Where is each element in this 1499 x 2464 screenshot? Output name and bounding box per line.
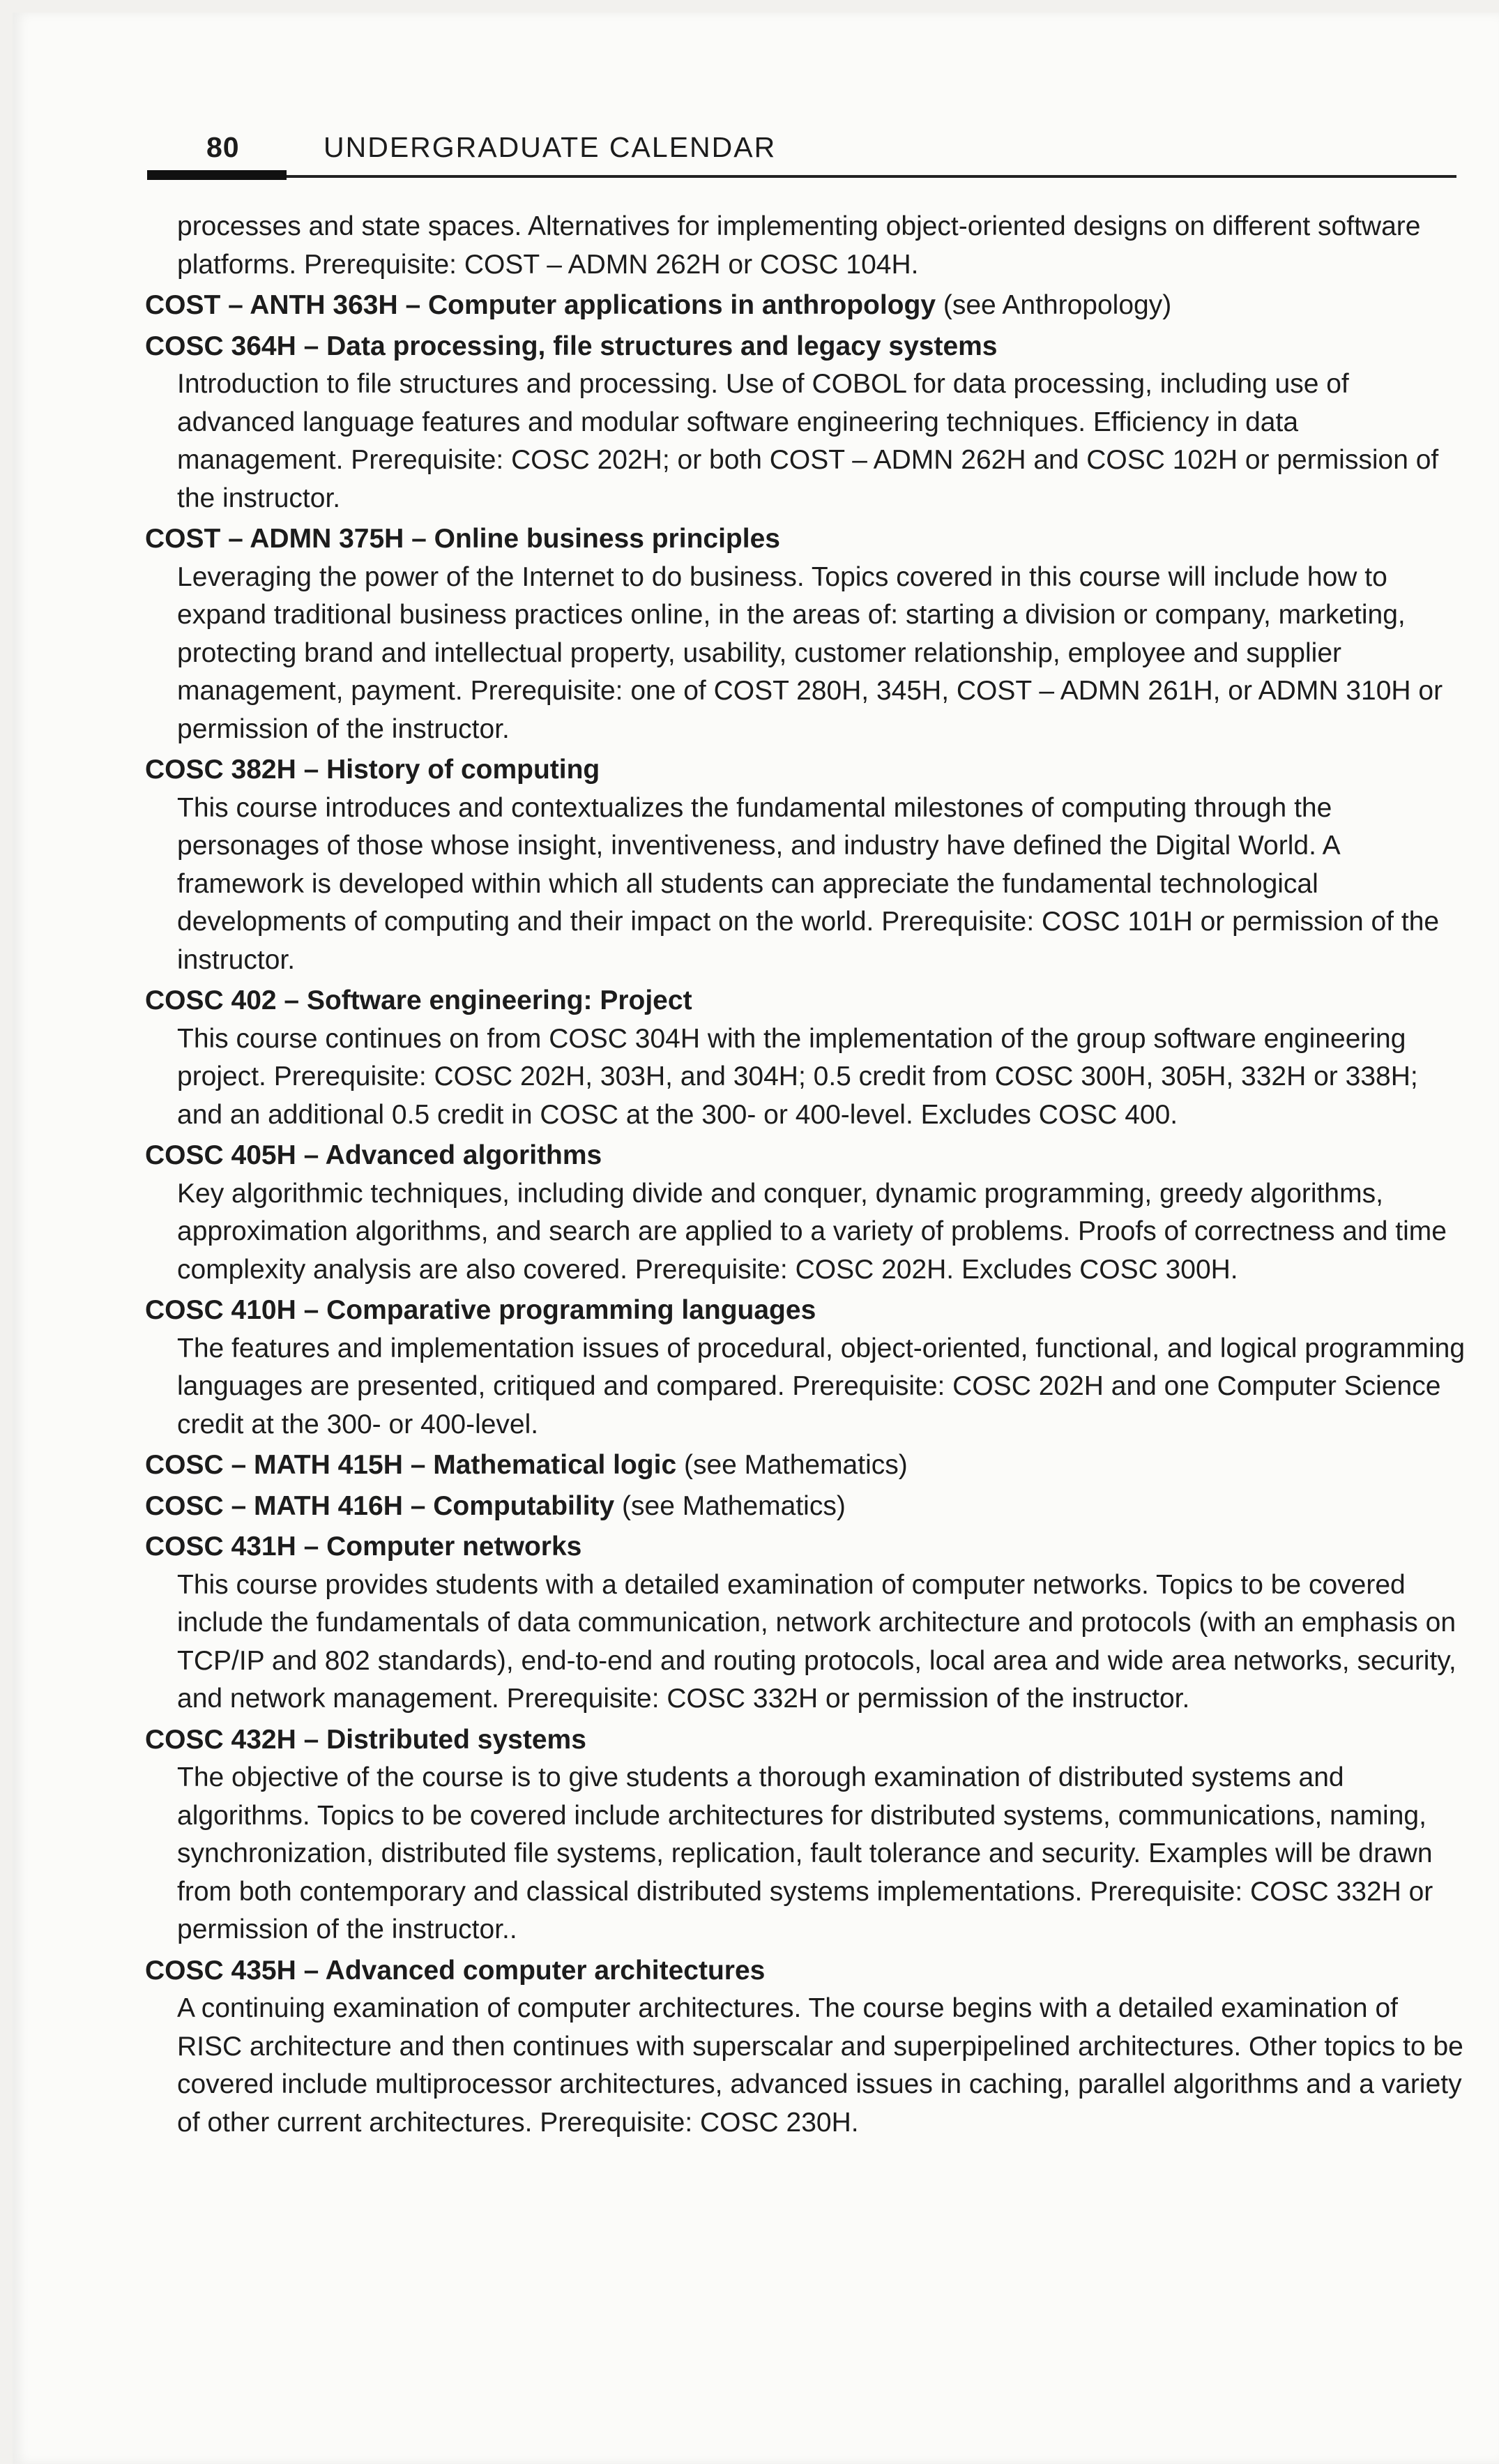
course-title: COSC 431H – Computer networks [145,1532,582,1562]
course-listing [145,208,1470,2142]
course-title-text: COSC – MATH 415H – Mathematical logic [145,1450,677,1480]
course-entry [145,982,1470,1134]
course-entry [145,1488,1470,1526]
course-entry [145,1446,1470,1485]
course-description: This course provides students with a detailed examination of computer networks. Topics to be covered include the fundamentals of data communication, network architecture and protocols (with an emphasis on TCP/IP and 802 standards), end-to-end and routing protocols, local area and wide area networks, security, and network management. Prerequisite: COSC 332H or permission of the instructor. [177,1569,1456,1714]
cross-reference: (see Mathematics) [676,1450,908,1480]
page-number: 80 [206,131,240,163]
course-description: This course continues on from COSC 304H with the implementation of the group software engineering project. Prerequisite: COSC 202H, 303H, and 304H; 0.5 credit from COSC 300H, 305H, 332H or 338H; and an additional 0.5 credit in COSC at the 300- or 400-level. Excludes COSC 400. [177,1023,1418,1130]
calendar-page [13,13,1499,2464]
course-title: COSC 405H – Advanced algorithms [145,1140,602,1170]
course-title: COSC 382H – History of computing [145,755,600,785]
course-entry [145,751,1470,979]
course-title-text: COST – ANTH 363H – Computer applications in anthropology [145,290,936,320]
course-title: COSC 410H – Comparative programming languages [145,1295,816,1325]
course-title [145,287,1470,325]
course-description: The features and implementation issues of procedural, object-oriented, functional, and logical programming languages are presented, critiqued and compared. Prerequisite: COSC 202H and one Computer Science credit at the 300- or 400-level. [177,1333,1466,1439]
course-description: This course introduces and contextualizes the fundamental milestones of computing through the personages of those whose insight, inventiveness, and industry have defined the Digital World. A framework is developed within which all students can appreciate the fundamental technological developments of computing and their impact on the world. Prerequisite: COSC 101H or permission of the instructor. [177,792,1440,975]
course-entry [145,328,1470,518]
course-entry [145,287,1470,325]
running-head: UNDERGRADUATE CALENDAR [324,131,777,163]
page-header [147,131,1456,180]
course-entry [145,1528,1470,1718]
course-description: Key algorithmic techniques, including divide and conquer, dynamic programming, greedy algorithms, approximation algorithms, and search are applied to a variety of problems. Proofs of correctness and time complexity analysis are also covered. Prerequisite: COSC 202H. Excludes COSC 300H. [177,1178,1447,1285]
course-description: A continuing examination of computer architectures. The course begins with a detailed examination of RISC architecture and then continues with superscalar and superpipelined architectures. Other topics to be covered include multiprocessor architectures, advanced issues in caching, parallel algorithms and a variety of other current architectures. Prerequisite: COSC 230H. [177,1993,1463,2138]
course-title: COSC 435H – Advanced computer architectures [145,1955,766,1986]
course-title [145,1488,1470,1526]
course-entry [145,1137,1470,1289]
header-rule-thick [147,170,287,180]
cross-reference: (see Mathematics) [614,1490,846,1521]
course-title-text: COSC – MATH 416H – Computability [145,1490,615,1521]
header-rule-thin [287,175,1456,178]
cross-reference: (see Anthropology) [936,290,1172,320]
course-title: COSC 432H – Distributed systems [145,1724,586,1755]
course-title: COSC 364H – Data processing, file structures and legacy systems [145,331,998,361]
course-title [145,1446,1470,1485]
course-title: COST – ADMN 375H – Online business principles [145,524,780,554]
course-entry [145,520,1470,748]
continued-paragraph: processes and state spaces. Alternatives for implementing object-oriented designs on different software platforms. Prerequisite: COST – ADMN 262H or COSC 104H. [177,211,1421,280]
course-description: Introduction to file structures and processing. Use of COBOL for data processing, including use of advanced language features and modular software engineering techniques. Efficiency in data management. Prerequisite: COSC 202H; or both COST – ADMN 262H and COSC 102H or permission of the instructor. [177,369,1439,513]
course-entry [145,1292,1470,1444]
course-title: COSC 402 – Software engineering: Project [145,985,692,1015]
course-description: Leveraging the power of the Internet to do business. Topics covered in this course will include how to expand traditional business practices online, in the areas of: starting a division or company, marketing, protecting brand and intellectual property, usability, customer relationship, employee and supplier management, payment. Prerequisite: one of COST 280H, 345H, COST – ADMN 261H, or ADMN 310H or permission of the instructor. [177,561,1443,744]
course-entry [145,1952,1470,2142]
course-description: The objective of the course is to give students a thorough examination of distributed systems and algorithms. Topics to be covered include architectures for distributed systems, communications, naming, synchronization, distributed file systems, replication, fault tolerance and security. Examples will be drawn from both contemporary and classical distributed systems implementations. Prerequisite: COSC 332H or permission of the instructor.. [177,1762,1433,1944]
course-entry [145,1721,1470,1949]
